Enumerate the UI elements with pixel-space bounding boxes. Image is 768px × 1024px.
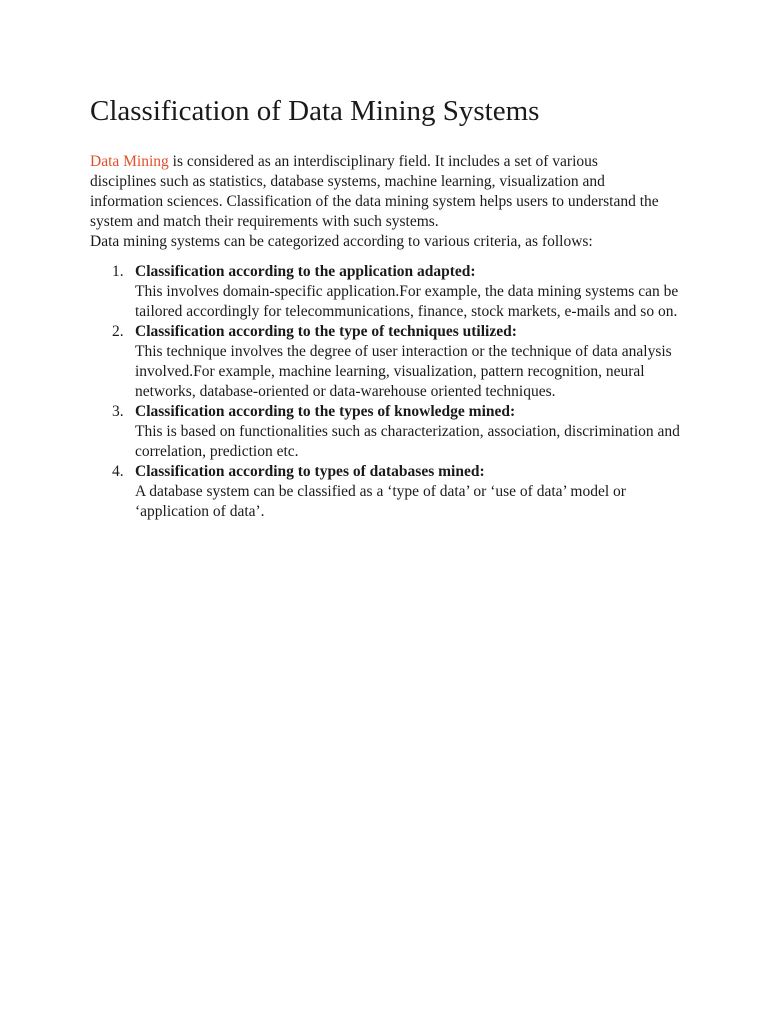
intro-text: is considered as an interdisciplinary field. It includes a set of various disciplines such as statistics, database systems, machine learning, visualization and information sciences. Classification of the data mining system helps users to understand the system and match their requirements with such systems.: [90, 153, 659, 230]
list-item: [90, 402, 688, 462]
list-item: [90, 322, 688, 402]
list-item-number: 4.: [112, 463, 124, 480]
list-item-heading: Classification according to the types of knowledge mined:: [135, 403, 516, 420]
intro-paragraph: [90, 152, 668, 232]
list-item-heading: Classification according to types of databases mined:: [135, 463, 485, 480]
list-item-heading: Classification according to the application adapted:: [135, 263, 476, 280]
list-item-number: 1.: [112, 263, 124, 280]
list-item: [90, 462, 688, 522]
classification-list: [90, 262, 688, 522]
page-title: Classification of Data Mining Systems: [90, 95, 540, 127]
list-item-number: 2.: [112, 323, 124, 340]
list-item-number: 3.: [112, 403, 124, 420]
criteria-line: Data mining systems can be categorized according to various criteria, as follows:: [90, 233, 593, 250]
list-item: [90, 262, 688, 322]
list-item-heading: Classification according to the type of techniques utilized:: [135, 323, 517, 340]
list-item-body: A database system can be classified as a ‘type of data’ or ‘use of data’ model or ‘application of data’.: [135, 483, 626, 520]
list-item-body: This is based on functionalities such as characterization, association, discrimination and correlation, prediction etc.: [135, 423, 680, 460]
list-item-body: This involves domain-specific application.For example, the data mining systems can be tailored accordingly for telecommunications, finance, stock markets, e-mails and so on.: [135, 283, 679, 320]
data-mining-link[interactable]: Data Mining: [90, 153, 169, 170]
list-item-body: This technique involves the degree of user interaction or the technique of data analysis involved.For example, machine learning, visualization, pattern recognition, neural networks, database-oriented or data-warehouse oriented techniques.: [135, 343, 672, 400]
